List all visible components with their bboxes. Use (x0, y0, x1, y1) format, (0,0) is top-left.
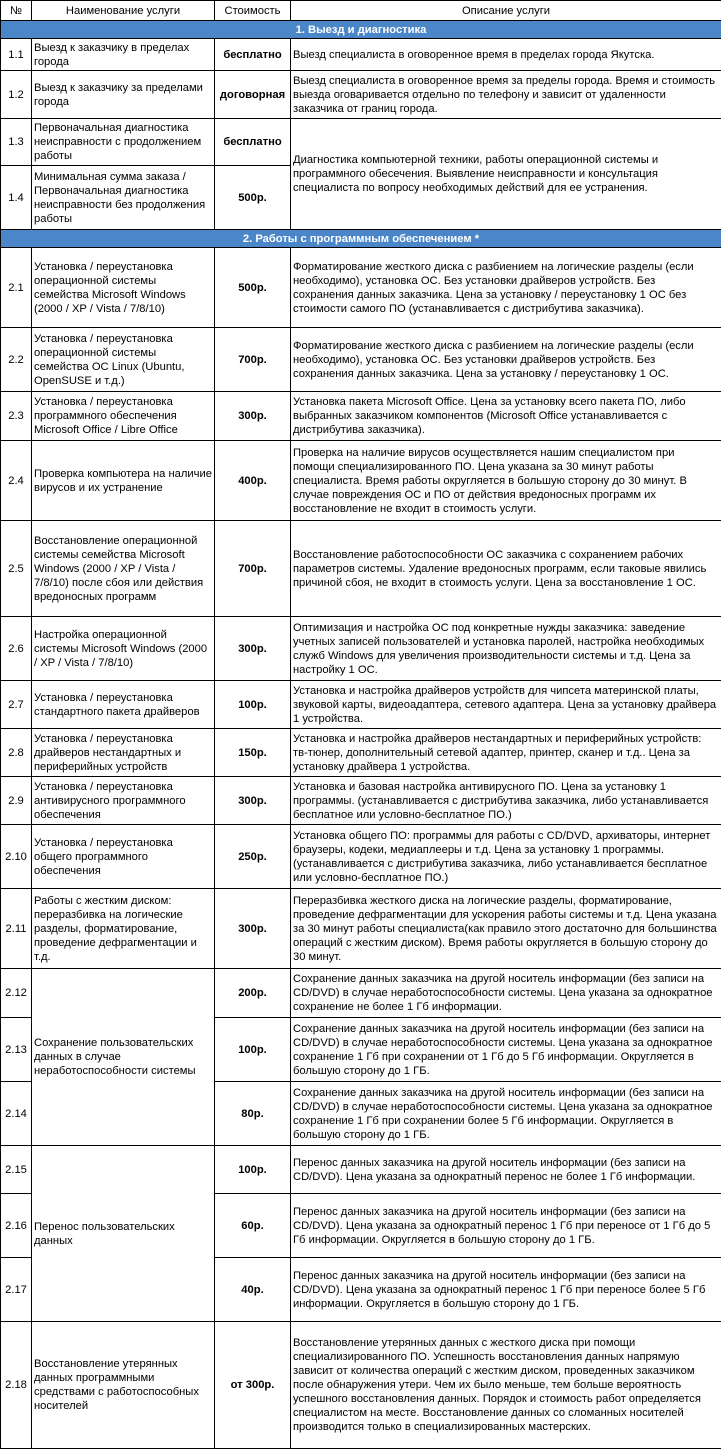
row-name: Установка / переустановка антивирусного программного обеспечения (32, 777, 215, 825)
row-num: 2.7 (1, 681, 32, 729)
row-desc: Перенос данных заказчика на другой носитель информации (без записи на CD/DVD). Цена указана за однократный перенос 1 Гб при переносе более 5 Гб информации. Округляется в большую сторону до 1 ГБ. (291, 1258, 721, 1322)
row-desc: Форматирование жесткого диска с разбиением на логические разделы (если необходимо), установка ОС. Без установки драйверов устройств. Без сохранения данных заказчика. Цена за установку / переустановку 1 ОС. (291, 328, 721, 392)
row-num: 2.11 (1, 889, 32, 969)
row-price: 700р. (215, 328, 291, 392)
header-price: Стоимость (215, 1, 291, 21)
row-desc: Перенос данных заказчика на другой носитель информации (без записи на CD/DVD). Цена указана за однократный перенос не более 1 Гб информации. (291, 1146, 721, 1194)
row-name: Установка / переустановка операционной системы семейства ОС Linux (Ubuntu, OpenSUSE и т.д.) (32, 328, 215, 392)
row-desc: Проверка на наличие вирусов осуществляется нашим специалистом при помощи специализированного ПО. Цена указана за 30 минут работы специалиста. Время работы округляется в большую сторону до 30 минут. В случае повреждения ОС и ПО от действия вредоносных программ их восстановление не входит в стоимость услуги. (291, 441, 721, 521)
row-desc: Установка и настройка драйверов нестандартных и периферийных устройств: тв-тюнер, дополнительный сетевой адаптер, принтер, сканер и т.д.. Цена за установку драйвера 1 устройства. (291, 729, 721, 777)
row-name: Установка / переустановка драйверов нестандартных и периферийных устройств (32, 729, 215, 777)
row-desc: Установка общего ПО: программы для работы с CD/DVD, архиваторы, интернет браузеры, кодеки, медиаплееры и т.д. Цена за установку 1 программы. (устанавливается с дистрибутива заказчика, либо устанавливается бесплатное или условно-бесплатное ПО.) (291, 825, 721, 889)
row-name: Минимальная сумма заказа / Первоначальная диагностика неисправности без продолжения работы (32, 166, 215, 230)
row-num: 2.12 (1, 969, 32, 1018)
section-row (1, 21, 721, 39)
row-num: 2.14 (1, 1082, 32, 1146)
table-row (1, 521, 721, 617)
row-name: Работы с жестким диском: переразбивка на логические разделы, форматирование, проведение дефрагментации и т.д. (32, 889, 215, 969)
row-desc: Восстановление утерянных данных с жесткого диска при помощи специализированного ПО. Успешность восстановления данных напрямую зависит от количества операций с жестким диском, проведенных заказчиком после обнаружения утери. Чем их было меньше, тем больше вероятность успешного восстановления данных. Порядок и стоимость работ определяется специалистом на месте. Восстановление данных со сломанных носителей производится только в специализированных мастерских. (291, 1322, 721, 1449)
row-num: 1.4 (1, 166, 32, 230)
table-row (1, 441, 721, 521)
row-price: 300р. (215, 392, 291, 441)
table-row (1, 248, 721, 328)
header-desc: Описание услуги (291, 1, 721, 21)
row-name: Первоначальная диагностика неисправности с продолжением работы (32, 119, 215, 166)
row-name: Выезд к заказчику в пределах города (32, 39, 215, 71)
row-name: Установка / переустановка операционной системы семейства Microsoft Windows (2000 / XP / Vista / 7/8/10) (32, 248, 215, 328)
row-price: 500р. (215, 166, 291, 230)
row-name: Установка / переустановка общего программного обеспечения (32, 825, 215, 889)
row-num: 2.5 (1, 521, 32, 617)
row-price: договорная (215, 71, 291, 119)
table-row (1, 1322, 721, 1449)
table-row (1, 889, 721, 969)
row-num: 2.9 (1, 777, 32, 825)
row-desc: Сохранение данных заказчика на другой носитель информации (без записи на CD/DVD) в случае неработоспособности системы. Цена указана за однократное сохранение 1 Гб при сохранении более 5 Гб информации. Округляется в большую сторону до 1 ГБ. (291, 1082, 721, 1146)
table-row (1, 71, 721, 119)
row-name: Установка / переустановка стандартного пакета драйверов (32, 681, 215, 729)
row-num: 2.1 (1, 248, 32, 328)
table-row (1, 729, 721, 777)
row-desc: Установка и настройка драйверов устройств для чипсета материнской платы, звуковой карты, видеоадаптера, сетевого адаптера. Цена за установку драйвера 1 устройства. (291, 681, 721, 729)
row-desc: Переразбивка жесткого диска на логические разделы, форматирование, проведение дефрагментации для ускорения работы системы и т.д. Цена указана за 30 минут работы специалиста(как правило этого достаточно для большинства операций с жестким диском). Время работы округляется в большую сторону до 30 минут. (291, 889, 721, 969)
row-desc: Восстановление работоспособности ОС заказчика с сохранением рабочих параметров системы. Удаление вредоносных программ, если таковые явились причиной сбоя, не входит в стоимость услуги. Цена за восстановление 1 ОС. (291, 521, 721, 617)
section-row (1, 230, 721, 248)
table-row (1, 777, 721, 825)
row-price: бесплатно (215, 39, 291, 71)
header-row (1, 1, 721, 21)
row-name: Настройка операционной системы Microsoft Windows (2000 / XP / Vista / 7/8/10) (32, 617, 215, 681)
header-name: Наименование услуги (32, 1, 215, 21)
table-row (1, 328, 721, 392)
row-num: 2.6 (1, 617, 32, 681)
row-num: 2.3 (1, 392, 32, 441)
row-price: 60р. (215, 1194, 291, 1258)
row-name: Сохранение пользовательских данных в случае неработоспособности системы (32, 969, 215, 1146)
table-row (1, 825, 721, 889)
table-row (1, 119, 721, 166)
row-price: 400р. (215, 441, 291, 521)
row-desc: Установка пакета Microsoft Office. Цена за установку всего пакета ПО, либо выбранных заказчиком компонентов (Microsoft Office устанавливается с дистрибутива заказчика). (291, 392, 721, 441)
row-price: 500р. (215, 248, 291, 328)
row-num: 2.16 (1, 1194, 32, 1258)
row-desc: Оптимизация и настройка ОС под конкретные нужды заказчика: заведение учетных записей пользователей и установка паролей, настройка необходимых служб Windows для увеличения производительности системы и т.д. Цена за настройку 1 ОС. (291, 617, 721, 681)
section-title: 2. Работы с программным обеспечением * (1, 230, 721, 248)
row-desc: Перенос данных заказчика на другой носитель информации (без записи на CD/DVD). Цена указана за однократный перенос 1 Гб при переносе от 1 Гб до 5 Гб информации. Округляется в большую сторону до 1 ГБ. (291, 1194, 721, 1258)
table-row (1, 392, 721, 441)
row-price: 100р. (215, 1018, 291, 1082)
table-row (1, 617, 721, 681)
row-num: 2.18 (1, 1322, 32, 1449)
row-desc: Сохранение данных заказчика на другой носитель информации (без записи на CD/DVD) в случае неработоспособности системы. Цена указана за однократное сохранение не более 1 Гб информации. (291, 969, 721, 1018)
row-name: Восстановление утерянных данных программными средствами с работоспособных носителей (32, 1322, 215, 1449)
row-desc: Сохранение данных заказчика на другой носитель информации (без записи на CD/DVD) в случае неработоспособности системы. Цена указана за однократное сохранение 1 Гб при сохранении от 1 Гб до 5 Гб информации. Округляется в большую сторону до 1 ГБ. (291, 1018, 721, 1082)
row-num: 2.8 (1, 729, 32, 777)
row-price: 150р. (215, 729, 291, 777)
row-price: от 300р. (215, 1322, 291, 1449)
row-name: Проверка компьютера на наличие вирусов и их устранение (32, 441, 215, 521)
row-price: 80р. (215, 1082, 291, 1146)
row-num: 2.17 (1, 1258, 32, 1322)
row-desc: Установка и базовая настройка антивирусного ПО. Цена за установку 1 программы. (устанавливается с дистрибутива заказчика, либо устанавливается бесплатное или условно-бесплатное ПО.) (291, 777, 721, 825)
row-num: 1.1 (1, 39, 32, 71)
row-desc: Выезд специалиста в оговоренное время в пределах города Якутска. (291, 39, 721, 71)
row-name: Перенос пользовательских данных (32, 1146, 215, 1322)
row-name: Установка / переустановка программного обеспечения Microsoft Office / Libre Office (32, 392, 215, 441)
row-price: 200р. (215, 969, 291, 1018)
table-row (1, 39, 721, 71)
header-num: № (1, 1, 32, 21)
row-desc: Форматирование жесткого диска с разбиением на логические разделы (если необходимо), установка ОС. Без установки драйверов устройств. Без сохранения данных заказчика. Цена за установку / переустановку 1 ОС без стоимости самого ПО (устанавливается с дистрибутива заказчика). (291, 248, 721, 328)
row-desc: Диагностика компьютерной техники, работы операционной системы и программного обесечения. Выявление неисправности и консультация специалиста по вопросу необходимых действий для ее устранения. (291, 119, 721, 230)
row-name: Выезд к заказчику за пределами города (32, 71, 215, 119)
table-row (1, 681, 721, 729)
section-title: 1. Выезд и диагностика (1, 21, 721, 39)
row-num: 2.4 (1, 441, 32, 521)
row-price: 300р. (215, 777, 291, 825)
row-num: 2.13 (1, 1018, 32, 1082)
row-price: 300р. (215, 617, 291, 681)
row-desc: Выезд специалиста в оговоренное время за пределы города. Время и стоимость выезда оговаривается отдельно по телефону и зависит от удаленности заказчика от границ города. (291, 71, 721, 119)
row-price: 40р. (215, 1258, 291, 1322)
row-num: 2.2 (1, 328, 32, 392)
row-name: Восстановление операционной системы семейства Microsoft Windows (2000 / XP / Vista / 7/8/10) после сбоя или действия вредоносных программ (32, 521, 215, 617)
table-row (1, 969, 721, 1018)
row-num: 2.15 (1, 1146, 32, 1194)
row-price: бесплатно (215, 119, 291, 166)
row-price: 300р. (215, 889, 291, 969)
row-price: 100р. (215, 1146, 291, 1194)
row-num: 2.10 (1, 825, 32, 889)
row-num: 1.3 (1, 119, 32, 166)
row-price: 700р. (215, 521, 291, 617)
table-row (1, 1146, 721, 1194)
row-num: 1.2 (1, 71, 32, 119)
row-price: 250р. (215, 825, 291, 889)
row-price: 100р. (215, 681, 291, 729)
